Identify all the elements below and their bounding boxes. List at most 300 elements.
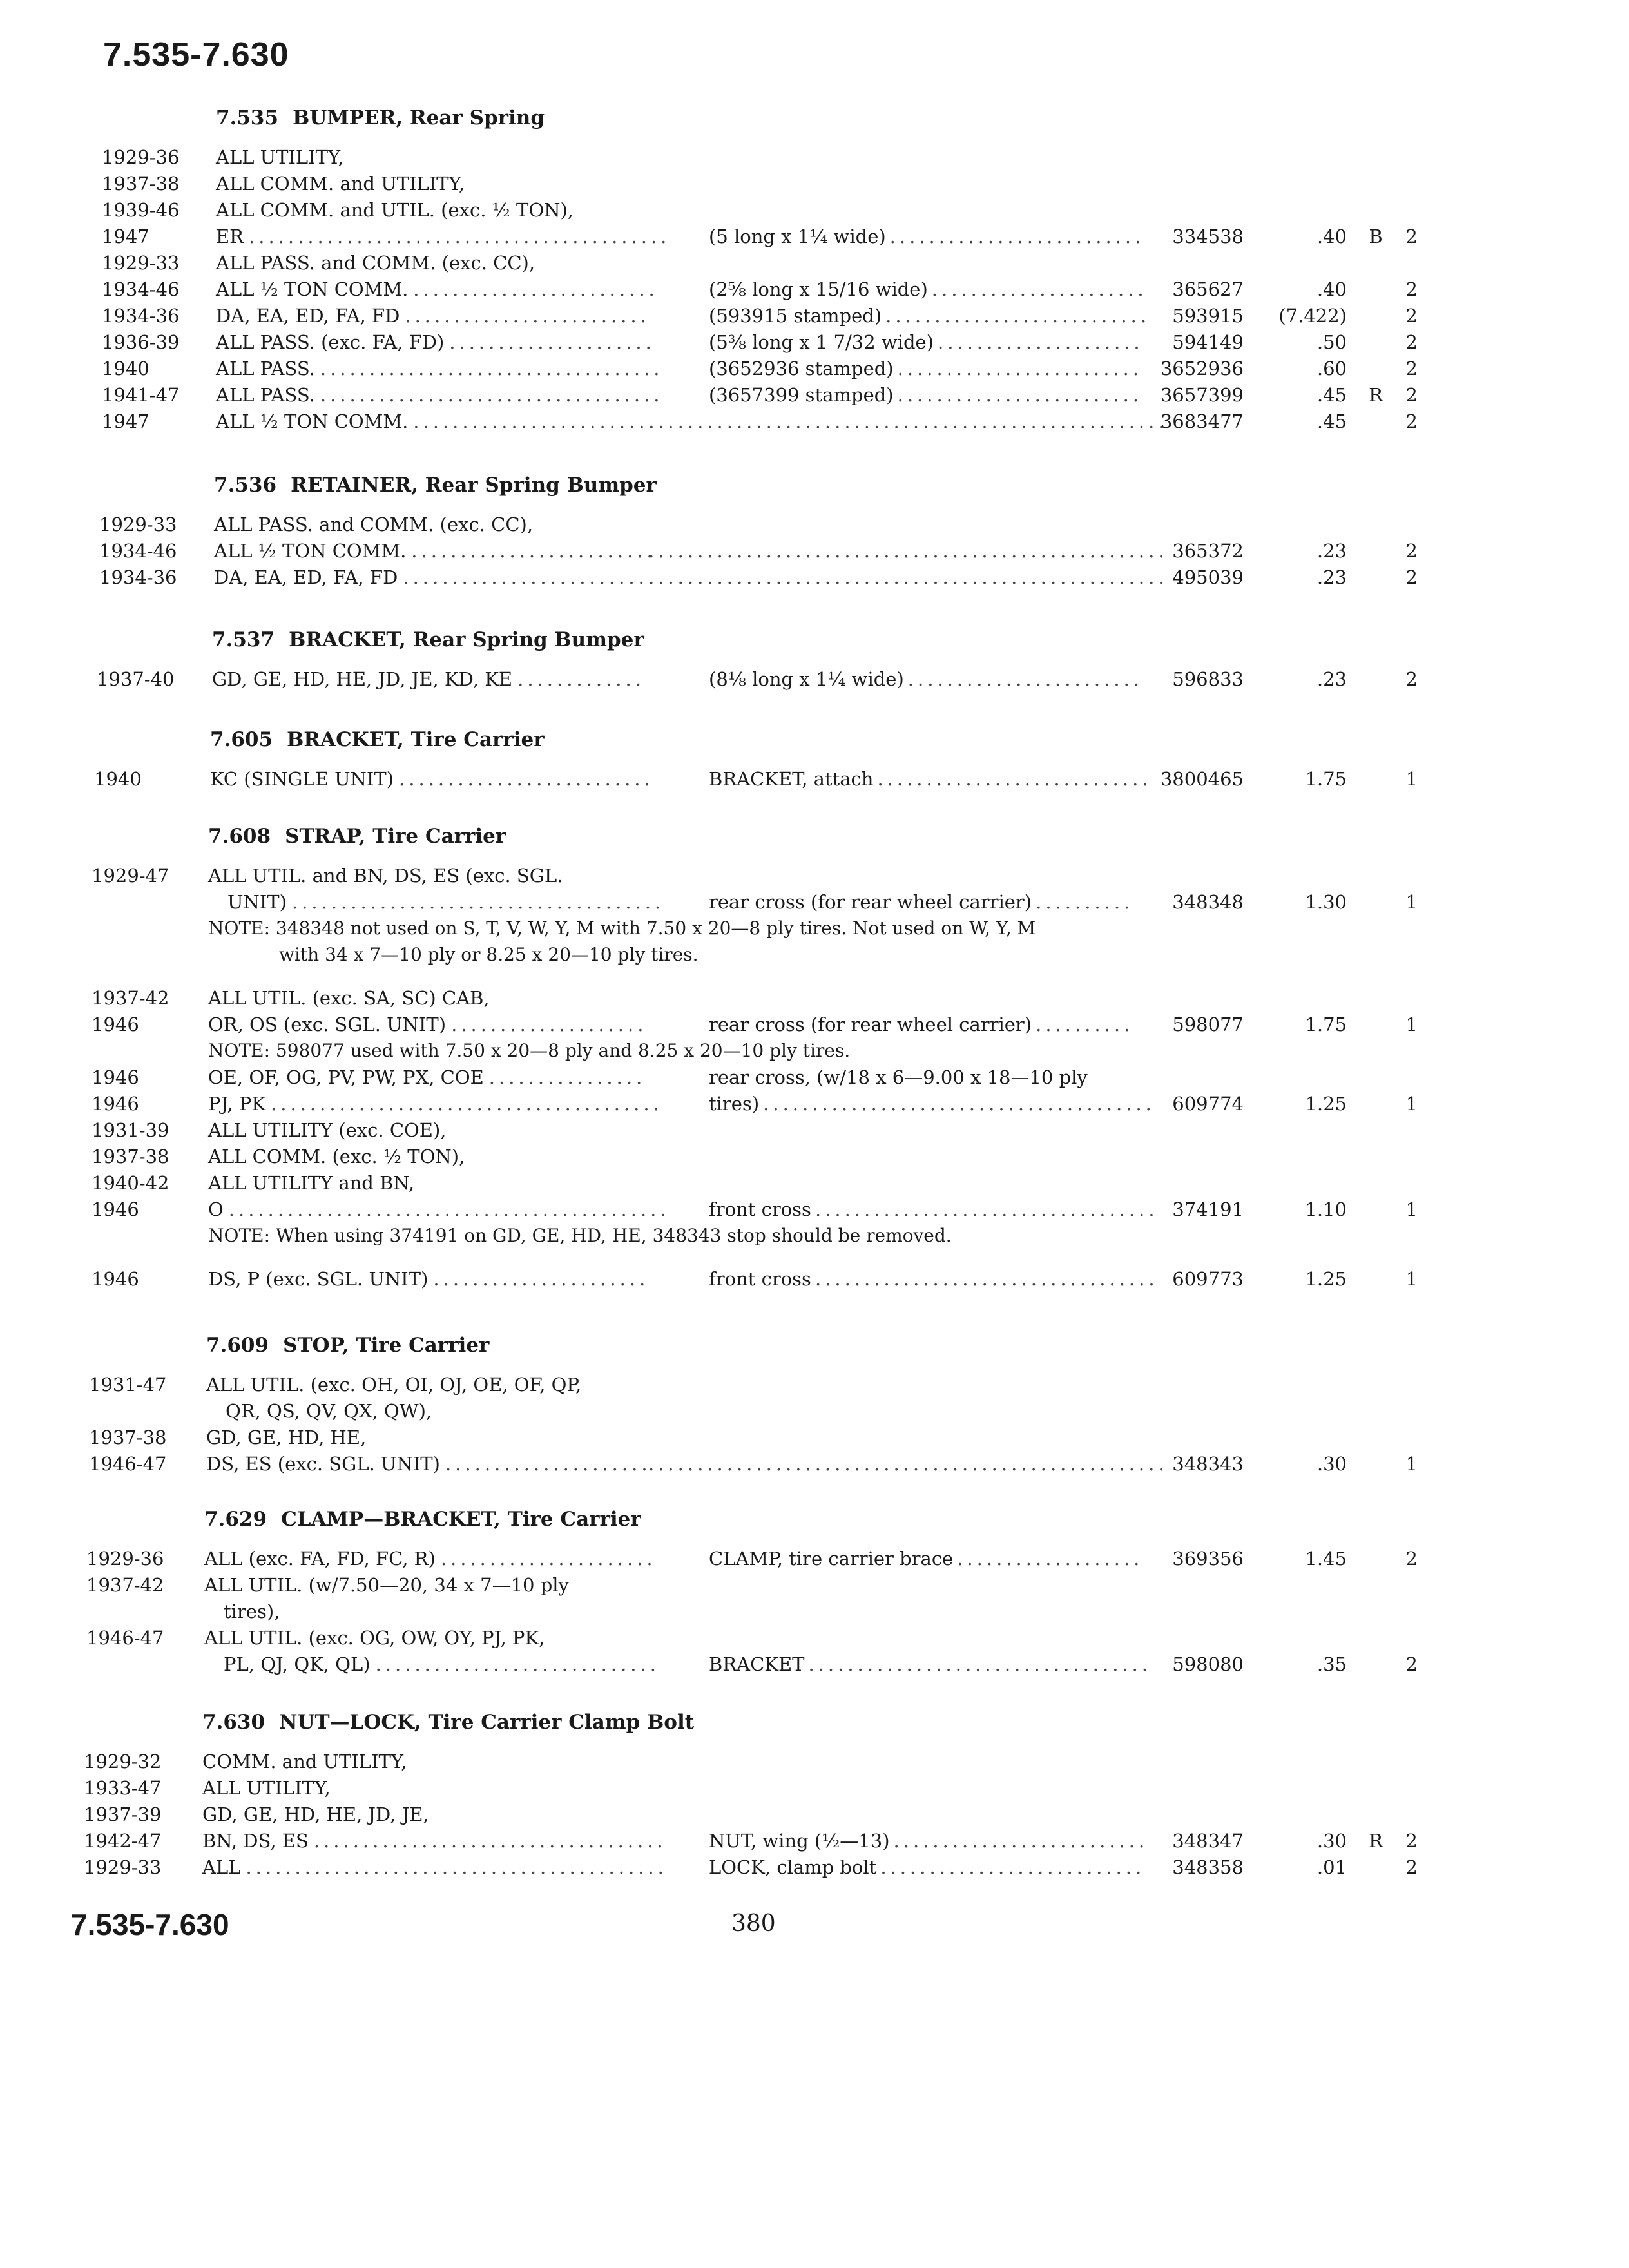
model-year: 1941-47 xyxy=(102,384,180,406)
page-header-code: 7.535-7.630 xyxy=(103,36,289,73)
part-number: 598077 xyxy=(1172,1014,1244,1035)
part-number: 3657399 xyxy=(1160,384,1244,406)
model-description-text: ALL COMM. and UTIL. (exc. ½ TON), xyxy=(216,199,574,221)
model-description-text: ALL UTILITY (exc. COE), xyxy=(208,1119,447,1141)
catalog-line xyxy=(0,512,1629,537)
model-description-text: GD, GE, HD, HE, xyxy=(206,1427,367,1448)
list-price: .50 xyxy=(1316,331,1347,353)
leader-dots: ........................................ xyxy=(271,1093,663,1115)
part-description xyxy=(709,1546,1144,1571)
section-number: 7.537 xyxy=(212,628,275,651)
catalog-line xyxy=(0,1144,1629,1169)
list-price: .40 xyxy=(1316,278,1347,300)
quantity: 1 xyxy=(1405,1093,1418,1115)
model-year: 1929-36 xyxy=(102,146,180,168)
part-description xyxy=(709,1267,1159,1291)
model-description-text: ALL UTIL. (exc. SA, SC) CAB, xyxy=(208,987,490,1009)
catalog-line xyxy=(0,1599,1629,1624)
model-year: 1946-47 xyxy=(89,1453,167,1475)
model-year: 1931-47 xyxy=(89,1374,167,1396)
leader-dots: ..................................................... xyxy=(648,540,1168,562)
part-description xyxy=(709,383,1143,407)
model-year: 1929-33 xyxy=(102,252,180,274)
model-description xyxy=(208,1171,414,1195)
model-description-text: tires), xyxy=(224,1600,280,1622)
catalog-line xyxy=(0,1012,1629,1037)
quantity: 2 xyxy=(1405,384,1418,406)
leader-dots: ............................................. xyxy=(228,1198,670,1220)
catalog-line xyxy=(0,1197,1629,1222)
model-description xyxy=(216,356,664,381)
model-description-text: DS, ES (exc. SGL. UNIT) xyxy=(206,1453,440,1475)
catalog-line xyxy=(0,1855,1629,1879)
catalog-line xyxy=(0,1425,1629,1450)
model-description xyxy=(204,1626,545,1650)
part-description xyxy=(709,767,1152,791)
model-description-text: ALL ½ TON COMM. xyxy=(214,540,407,562)
model-description-text: DS, P (exc. SGL. UNIT) xyxy=(208,1268,429,1290)
leader-dots: ......................... xyxy=(897,358,1143,380)
quantity: 1 xyxy=(1405,1268,1418,1290)
section-title xyxy=(208,825,506,848)
part-number: 495039 xyxy=(1172,566,1244,588)
catalog-line xyxy=(0,409,1629,434)
model-year: 1937-38 xyxy=(102,173,180,195)
model-description-text: ALL ½ TON COMM. xyxy=(216,410,409,432)
leader-dots: .......... xyxy=(1036,1014,1134,1035)
quantity: 2 xyxy=(1405,1548,1418,1570)
quantity: 2 xyxy=(1405,278,1418,300)
quantity: 2 xyxy=(1405,668,1418,690)
leader-dots: ................................... xyxy=(808,1653,1152,1675)
model-year: 1946 xyxy=(92,1093,139,1115)
model-description xyxy=(208,986,490,1010)
leader-dots: ................ xyxy=(488,1066,646,1088)
part-description xyxy=(709,1012,1134,1037)
model-description-text: ER xyxy=(216,226,244,247)
leader-dots: ............................. xyxy=(375,1653,660,1675)
model-description xyxy=(204,1546,657,1571)
catalog-line xyxy=(0,251,1629,275)
model-description-text: OR, OS (exc. SGL. UNIT) xyxy=(208,1014,447,1035)
catalog-line xyxy=(0,1118,1629,1142)
model-description xyxy=(227,890,665,914)
model-description xyxy=(224,1652,660,1677)
catalog-line xyxy=(0,1399,1629,1423)
catalog-line xyxy=(0,1039,1629,1063)
leader-dots: ................................... xyxy=(320,358,664,380)
model-year: 1937-38 xyxy=(92,1146,169,1168)
model-description xyxy=(208,1267,650,1291)
model-description-text: ALL ½ TON COMM. xyxy=(216,278,409,300)
leader-dots: .......................... xyxy=(399,768,654,790)
section-number: 7.608 xyxy=(208,825,271,848)
section-heading: STOP, Tire Carrier xyxy=(283,1334,490,1357)
model-description xyxy=(202,1855,668,1879)
leader-dots: ......................... xyxy=(413,410,659,432)
model-year: 1933-47 xyxy=(84,1777,162,1799)
part-description xyxy=(644,1452,1168,1476)
model-description-text: ALL PASS. xyxy=(216,384,315,406)
model-year: 1929-36 xyxy=(86,1548,164,1570)
catalog-line xyxy=(0,1749,1629,1774)
leader-dots: .......... xyxy=(1036,891,1134,913)
model-year: 1947 xyxy=(102,410,149,432)
price-code: R xyxy=(1369,1830,1383,1852)
section-heading: STRAP, Tire Carrier xyxy=(285,825,506,848)
model-description-text: ALL (exc. FA, FD, FC, R) xyxy=(204,1548,436,1570)
model-description-text: ALL UTIL. (exc. OG, OW, OY, PJ, PK, xyxy=(204,1627,545,1649)
leader-dots: ......................... xyxy=(897,384,1143,406)
model-description-text: OE, OF, OG, PV, PW, PX, COE xyxy=(208,1066,484,1088)
model-description xyxy=(208,1012,648,1037)
list-price: 1.25 xyxy=(1305,1093,1347,1115)
part-number: 3652936 xyxy=(1160,358,1244,380)
section-heading: NUT—LOCK, Tire Carrier Clamp Bolt xyxy=(279,1711,695,1734)
model-description xyxy=(206,1452,651,1476)
leader-dots: .................................... xyxy=(313,1830,667,1852)
model-year: 1940 xyxy=(94,768,142,790)
section-heading: BUMPER, Rear Spring xyxy=(293,106,545,130)
catalog-line xyxy=(0,667,1629,691)
catalog-line xyxy=(0,1573,1629,1597)
catalog-line xyxy=(0,1802,1629,1827)
leader-dots: ........................... xyxy=(880,1856,1146,1878)
model-year: 1939-46 xyxy=(102,199,180,221)
leader-dots: ............................ xyxy=(877,768,1152,790)
list-price: .35 xyxy=(1316,1653,1347,1675)
model-year: 1929-32 xyxy=(84,1751,162,1773)
model-year: 1946 xyxy=(92,1268,139,1290)
part-description xyxy=(644,565,1168,590)
part-description xyxy=(709,1829,1149,1853)
list-price: .45 xyxy=(1316,384,1347,406)
part-description xyxy=(709,303,1151,328)
part-number: 348358 xyxy=(1172,1856,1244,1878)
catalog-line xyxy=(0,539,1629,563)
part-number: 348348 xyxy=(1172,891,1244,913)
quantity: 2 xyxy=(1405,566,1418,588)
quantity: 2 xyxy=(1405,540,1418,562)
section-heading: BRACKET, Tire Carrier xyxy=(287,728,545,751)
model-description xyxy=(204,1573,569,1597)
leader-dots: ..................... xyxy=(449,331,655,353)
section-title xyxy=(202,1711,694,1734)
model-description xyxy=(216,303,650,328)
part-description-text: rear cross (for rear wheel carrier) xyxy=(709,891,1032,913)
part-description xyxy=(709,1855,1146,1879)
price-code: B xyxy=(1369,226,1383,247)
model-year: 1946-47 xyxy=(86,1627,164,1649)
part-description xyxy=(644,539,1168,563)
part-description-text: (8⅛ long x 1¼ wide) xyxy=(709,668,904,690)
model-description-text: UNIT) xyxy=(227,891,287,913)
catalog-line xyxy=(0,198,1629,222)
part-description-text: (5⅜ long x 1 7/32 wide) xyxy=(709,331,934,353)
model-description xyxy=(202,1776,331,1800)
model-description xyxy=(202,1829,667,1853)
model-description-text: ALL UTIL. (exc. OH, OI, OJ, OE, OF, QP, xyxy=(206,1374,582,1396)
model-description xyxy=(202,1749,407,1774)
model-year: 1940-42 xyxy=(92,1172,169,1194)
quantity: 2 xyxy=(1405,410,1418,432)
model-description xyxy=(214,512,533,537)
model-year: 1934-36 xyxy=(99,566,177,588)
catalog-line xyxy=(0,330,1629,354)
model-description xyxy=(202,1802,429,1827)
page-footer-code: 7.535-7.630 xyxy=(71,1908,229,1941)
leader-dots: .................... xyxy=(451,1014,648,1035)
leader-dots: .......................... xyxy=(893,1830,1149,1852)
model-description xyxy=(216,198,574,222)
model-year: 1947 xyxy=(102,226,149,247)
model-year: 1937-42 xyxy=(92,987,169,1009)
part-description xyxy=(644,409,1168,434)
section-heading: CLAMP—BRACKET, Tire Carrier xyxy=(281,1508,641,1531)
leader-dots: ..................... xyxy=(938,331,1144,353)
model-year: 1936-39 xyxy=(102,331,180,353)
part-description-text: NUT, wing (½—13) xyxy=(709,1830,890,1852)
model-year: 1929-47 xyxy=(92,865,169,887)
model-year: 1937-40 xyxy=(97,668,175,690)
model-description xyxy=(216,277,659,302)
part-description xyxy=(709,1091,1155,1116)
model-description-text: GD, GE, HD, HE, JD, JE, xyxy=(202,1803,429,1825)
part-number: 594149 xyxy=(1172,331,1244,353)
model-description-text: ALL COMM. and UTILITY, xyxy=(216,173,465,195)
leader-dots: ................................... xyxy=(815,1198,1159,1220)
catalog-line xyxy=(0,916,1629,941)
model-description xyxy=(224,1599,280,1624)
part-number: 365627 xyxy=(1172,278,1244,300)
catalog-line xyxy=(0,1652,1629,1677)
leader-dots: ..................................................... xyxy=(648,566,1168,588)
catalog-line xyxy=(0,1546,1629,1571)
model-description-text: ALL UTILITY and BN, xyxy=(208,1172,415,1194)
part-description-text: LOCK, clamp bolt xyxy=(709,1856,877,1878)
part-number: 3683477 xyxy=(1160,410,1244,432)
leader-dots: ......................... xyxy=(413,278,659,300)
model-year: 1929-33 xyxy=(84,1856,162,1878)
catalog-line xyxy=(0,1224,1629,1248)
list-price: (7.422) xyxy=(1278,305,1347,327)
price-code: R xyxy=(1369,384,1383,406)
model-description xyxy=(226,1399,432,1423)
model-description xyxy=(216,171,465,196)
part-number: 348343 xyxy=(1172,1453,1244,1475)
part-description-text: (593915 stamped) xyxy=(709,305,882,327)
section-title xyxy=(216,106,545,130)
catalog-line xyxy=(0,1267,1629,1291)
leader-dots: ................... xyxy=(957,1548,1144,1570)
leader-dots: ........................................... xyxy=(249,226,671,247)
model-description-text: ALL UTILITY, xyxy=(202,1777,331,1799)
part-description xyxy=(709,356,1143,381)
list-price: .45 xyxy=(1316,410,1347,432)
catalog-line xyxy=(0,1776,1629,1800)
model-year: 1942-47 xyxy=(84,1830,162,1852)
leader-dots: ...................... xyxy=(440,1548,657,1570)
model-description xyxy=(206,1372,581,1397)
catalog-line xyxy=(0,986,1629,1010)
leader-dots: ........................ xyxy=(907,668,1144,690)
model-description xyxy=(208,1065,646,1090)
leader-dots: ............. xyxy=(517,668,645,690)
quantity: 2 xyxy=(1405,1830,1418,1852)
quantity: 1 xyxy=(1405,1198,1418,1220)
model-description-text: PJ, PK xyxy=(208,1093,266,1115)
catalog-line xyxy=(0,277,1629,302)
part-description xyxy=(709,1652,1152,1677)
part-description-text: rear cross (for rear wheel carrier) xyxy=(709,1014,1032,1035)
model-description-text: ALL xyxy=(202,1856,241,1878)
part-description-text: BRACKET, attach xyxy=(709,768,874,790)
model-description-text: DA, EA, ED, FA, FD xyxy=(214,566,398,588)
catalog-line xyxy=(0,1829,1629,1853)
model-year: 1934-46 xyxy=(99,540,177,562)
part-number: 593915 xyxy=(1172,305,1244,327)
model-description xyxy=(206,1425,366,1450)
catalog-line xyxy=(0,767,1629,791)
part-number: 596833 xyxy=(1172,668,1244,690)
section-title xyxy=(214,474,657,497)
model-description-text: BN, DS, ES xyxy=(202,1830,309,1852)
part-description xyxy=(709,277,1148,302)
section-heading: RETAINER, Rear Spring Bumper xyxy=(291,474,657,497)
section-number: 7.609 xyxy=(206,1334,269,1357)
model-description-text: KC (SINGLE UNIT) xyxy=(210,768,394,790)
catalog-line xyxy=(0,890,1629,914)
part-number: 334538 xyxy=(1172,226,1244,247)
section-number: 7.630 xyxy=(202,1711,265,1734)
leader-dots: ......................... xyxy=(405,305,650,327)
quantity: 2 xyxy=(1405,226,1418,247)
section-heading: BRACKET, Rear Spring Bumper xyxy=(289,628,644,651)
part-number: 609774 xyxy=(1172,1093,1244,1115)
catalog-line xyxy=(0,565,1629,590)
section-number: 7.629 xyxy=(204,1508,267,1531)
catalog-line xyxy=(0,1171,1629,1195)
model-description xyxy=(208,1144,465,1169)
leader-dots: ..................................................... xyxy=(648,410,1168,432)
section-number: 7.605 xyxy=(210,728,273,751)
quantity: 2 xyxy=(1405,1856,1418,1878)
part-number: 365372 xyxy=(1172,540,1244,562)
part-description xyxy=(709,1197,1159,1222)
list-price: .30 xyxy=(1316,1453,1347,1475)
catalog-line xyxy=(0,383,1629,407)
part-number: 348347 xyxy=(1172,1830,1244,1852)
part-number: 374191 xyxy=(1172,1198,1244,1220)
list-price: 1.75 xyxy=(1305,1014,1347,1035)
catalog-line xyxy=(0,303,1629,328)
quantity: 2 xyxy=(1405,1653,1418,1675)
leader-dots: .......................... xyxy=(889,226,1145,247)
leader-dots: ........................................ xyxy=(763,1093,1155,1115)
list-price: 1.10 xyxy=(1305,1198,1347,1220)
part-description xyxy=(709,890,1134,914)
catalog-note: with 34 x 7—10 ply or 8.25 x 20—10 ply tires. xyxy=(279,944,699,965)
part-description-text: (5 long x 1¼ wide) xyxy=(709,226,886,247)
part-description-text: (3657399 stamped) xyxy=(709,384,894,406)
model-year: 1940 xyxy=(102,358,149,380)
leader-dots: ...................... xyxy=(433,1268,650,1290)
model-description xyxy=(208,1091,663,1116)
list-price: .30 xyxy=(1316,1830,1347,1852)
model-description xyxy=(214,539,657,563)
model-description xyxy=(208,1118,447,1142)
leader-dots: ..................................................... xyxy=(648,1453,1168,1475)
model-description-text: ALL COMM. (exc. ½ TON), xyxy=(208,1146,465,1168)
catalog-line xyxy=(0,224,1629,249)
model-description xyxy=(208,1197,670,1222)
list-price: .60 xyxy=(1316,358,1347,380)
model-description-text: PL, QJ, QK, QL) xyxy=(224,1653,371,1675)
model-description xyxy=(216,224,671,249)
quantity: 2 xyxy=(1405,305,1418,327)
model-description xyxy=(216,251,535,275)
quantity: 1 xyxy=(1405,1014,1418,1035)
model-description xyxy=(216,383,664,407)
part-description-text: CLAMP, tire carrier brace xyxy=(709,1548,954,1570)
part-description xyxy=(709,330,1144,354)
catalog-line xyxy=(0,171,1629,196)
leader-dots: ...................................... xyxy=(291,891,665,913)
list-price: 1.75 xyxy=(1305,768,1347,790)
section-title xyxy=(204,1508,641,1531)
model-year: 1937-42 xyxy=(86,1574,164,1596)
model-description-text: ALL PASS. and COMM. (exc. CC), xyxy=(216,252,535,274)
catalog-line xyxy=(0,1626,1629,1650)
section-title xyxy=(206,1334,489,1357)
quantity: 2 xyxy=(1405,331,1418,353)
catalog-line xyxy=(0,145,1629,169)
model-description-text: DA, EA, ED, FA, FD xyxy=(216,305,400,327)
part-description-text: (2⅝ long x 15/16 wide) xyxy=(709,278,928,300)
model-description xyxy=(216,330,655,354)
leader-dots: ..................... xyxy=(445,1453,651,1475)
quantity: 2 xyxy=(1405,358,1418,380)
model-description xyxy=(216,145,344,169)
model-year: 1946 xyxy=(92,1014,139,1035)
part-description-text: front cross xyxy=(709,1198,811,1220)
model-year: 1931-39 xyxy=(92,1119,169,1141)
part-description-text: front cross xyxy=(709,1268,811,1290)
section-title xyxy=(212,628,644,651)
model-description xyxy=(216,409,659,434)
leader-dots: ................................... xyxy=(320,384,664,406)
catalog-note: NOTE: 348348 not used on S, T, V, W, Y, M with 7.50 x 20—8 ply tires. Not used on W, Y, M xyxy=(208,918,1036,939)
model-year: 1929-33 xyxy=(99,514,177,535)
list-price: 1.30 xyxy=(1305,891,1347,913)
part-description xyxy=(709,224,1145,249)
model-description-text: ALL UTIL. and BN, DS, ES (exc. SGL. xyxy=(208,865,563,887)
part-description-text: tires) xyxy=(709,1093,760,1115)
list-price: .01 xyxy=(1316,1856,1347,1878)
model-year: 1934-46 xyxy=(102,278,180,300)
model-year: 1946 xyxy=(92,1198,139,1220)
list-price: 1.25 xyxy=(1305,1268,1347,1290)
model-year: 1946 xyxy=(92,1066,139,1088)
model-description-text: ALL UTIL. (w/7.50—20, 34 x 7—10 ply xyxy=(204,1574,569,1596)
model-year: 1937-38 xyxy=(89,1427,167,1448)
model-description-text: O xyxy=(208,1198,224,1220)
leader-dots: ...................... xyxy=(931,278,1148,300)
model-year: 1937-39 xyxy=(84,1803,162,1825)
list-price: .40 xyxy=(1316,226,1347,247)
part-description-text: BRACKET xyxy=(709,1653,805,1675)
model-year: 1934-36 xyxy=(102,305,180,327)
